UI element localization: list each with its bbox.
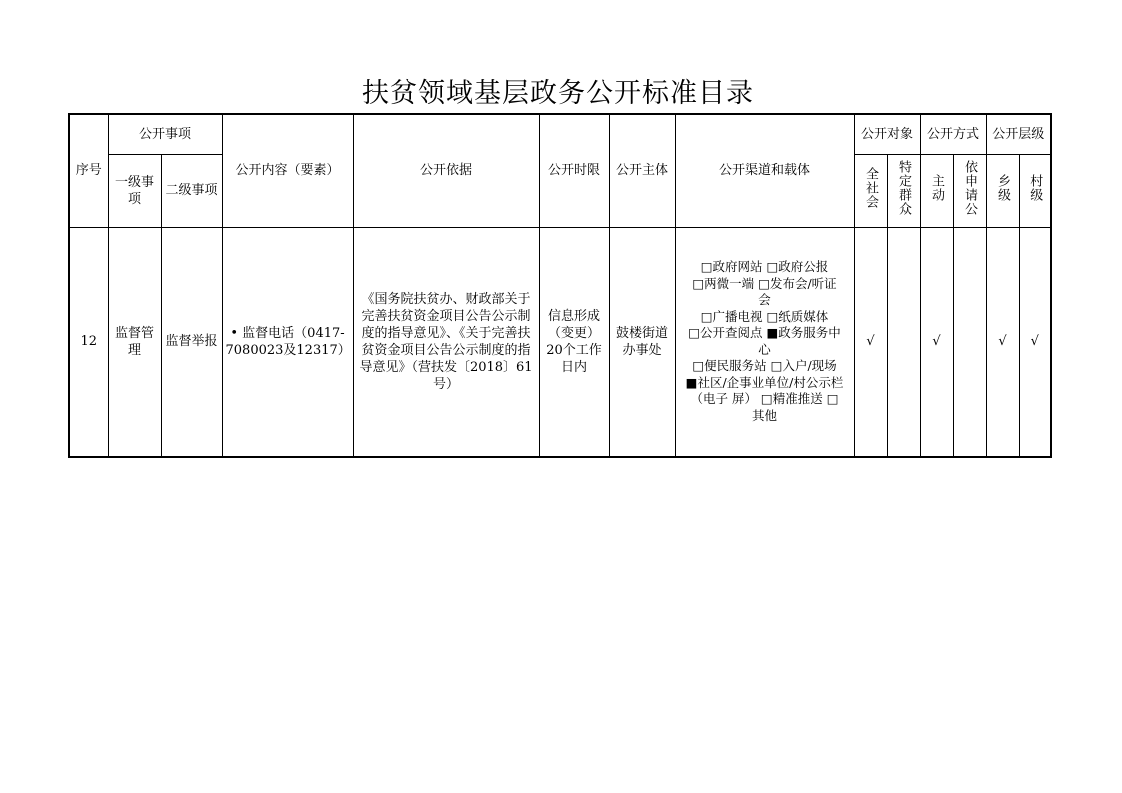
cell-content: • 监督电话（0417-7080023及12317） (222, 227, 353, 457)
channel-line: ■社区/企事业单位/村公示栏 (685, 374, 844, 390)
header-time-limit: 公开时限 (539, 114, 609, 227)
header-level1: 一级事项 (108, 154, 161, 227)
channel-line: 会 (758, 292, 771, 308)
cell-mode-active: √ (920, 227, 953, 457)
cell-level-village: √ (1019, 227, 1051, 457)
header-content: 公开内容（要素） (222, 114, 353, 227)
cell-channels (675, 227, 854, 457)
cell-time-limit: 信息形成（变更）20个工作日内 (539, 227, 609, 457)
channel-line: □广播电视 □纸质媒体 (700, 308, 829, 324)
header-basis: 公开依据 (353, 114, 539, 227)
cell-level1: 监督管理 (108, 227, 161, 457)
header-mode: 公开方式 (920, 114, 986, 154)
page-title: 扶贫领域基层政务公开标准目录 (362, 78, 754, 109)
table-row (69, 227, 1051, 457)
cell-audience-all: √ (854, 227, 887, 457)
channel-line: □便民服务站 □入户/现场 (692, 358, 837, 374)
header-row-1 (69, 114, 1051, 154)
channel-line: □政府网站 □政府公报 (700, 259, 829, 275)
header-level2: 二级事项 (161, 154, 222, 227)
header-level-township: 乡级 (986, 154, 1019, 227)
cell-audience-specific (887, 227, 920, 457)
channel-line: □公开查阅点 ■政务服务中 (688, 325, 841, 341)
header-matter: 公开事项 (108, 114, 222, 154)
header-seq: 序号 (69, 114, 108, 227)
header-audience-all: 全社会 (854, 154, 887, 227)
cell-subject: 鼓楼街道办事处 (609, 227, 675, 457)
header-level: 公开层级 (986, 114, 1051, 154)
channel-line: □两微一端 □发布会/听证 (692, 275, 837, 291)
cell-seq: 12 (69, 227, 108, 457)
catalog-table (68, 113, 1052, 458)
cell-mode-request (953, 227, 986, 457)
channel-line: 心 (758, 341, 771, 357)
header-mode-active: 主动 (920, 154, 953, 227)
header-level-village: 村级 (1019, 154, 1051, 227)
cell-basis: 《国务院扶贫办、财政部关于完善扶贫资金项目公告公示制度的指导意见》、《关于完善扶贫资金项目公告公示制度的指导意见》（营扶发〔2018〕61号） (353, 227, 539, 457)
header-audience: 公开对象 (854, 114, 920, 154)
channel-line: （电子 屏） □精准推送 □ (690, 391, 839, 407)
header-subject: 公开主体 (609, 114, 675, 227)
cell-level-township: √ (986, 227, 1019, 457)
header-audience-specific: 特定群众 (887, 154, 920, 227)
header-mode-request: 依申请公 (953, 154, 986, 227)
header-channels: 公开渠道和载体 (675, 114, 854, 227)
channel-line: 其他 (752, 407, 778, 423)
cell-level2: 监督举报 (161, 227, 222, 457)
